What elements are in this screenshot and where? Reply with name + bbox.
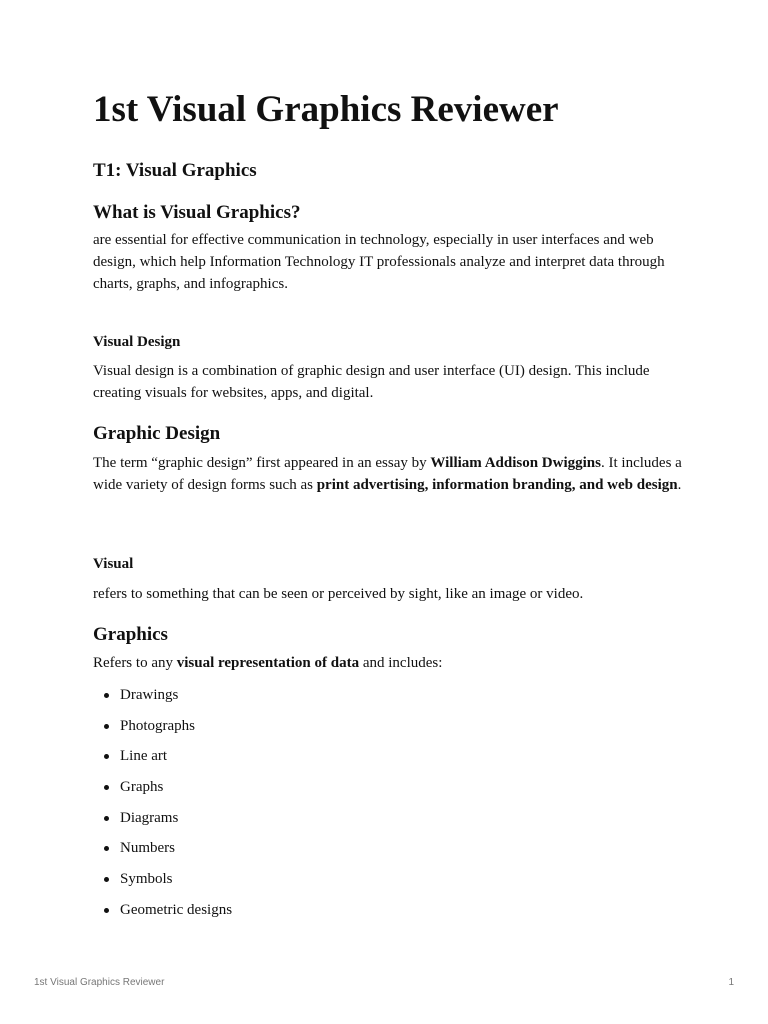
list-item: Numbers (93, 835, 232, 866)
graphics-heading: Graphics (93, 624, 168, 645)
bullet-icon (104, 908, 109, 913)
bullet-icon (104, 693, 109, 698)
bullet-icon (104, 846, 109, 851)
visual-design-paragraph: Visual design is a combination of graphic design and user interface (UI) design. This include creating visuals for websites, apps, and digital. (93, 363, 650, 401)
graphic-design-forms: print advertising, information branding, and web design (316, 477, 678, 493)
list-item: Photographs (93, 713, 232, 744)
visual-paragraph: refers to something that can be seen or perceived by sight, like an image or video. (93, 586, 584, 602)
bullet-icon (104, 724, 109, 729)
list-item: Symbols (93, 866, 232, 897)
what-is-heading: What is Visual Graphics? (93, 202, 301, 223)
graphics-text-1: Refers to any (93, 655, 177, 671)
list-item: Diagrams (93, 805, 232, 836)
list-item: Line art (93, 743, 232, 774)
bullet-icon (104, 754, 109, 759)
what-is-paragraph: are essential for effective communication in technology, especially in user interfaces and web design, which help Information Technology IT professionals analyze and interpret data through charts, graphs, and infographics. (93, 232, 665, 292)
graphic-design-heading: Graphic Design (93, 423, 221, 444)
graphics-text-2: and includes: (359, 655, 443, 671)
graphic-design-author: William Addison Dwiggins (430, 455, 601, 471)
bullet-icon (104, 877, 109, 882)
bullet-icon (104, 816, 109, 821)
visual-heading: Visual (93, 556, 134, 572)
topic-heading: T1: Visual Graphics (93, 160, 257, 181)
graphic-design-text-2: . It includes a wide variety of design forms such as (93, 455, 682, 493)
graphics-paragraph (93, 652, 683, 674)
visual-design-heading: Visual Design (93, 334, 181, 350)
graphic-design-paragraph (93, 452, 683, 496)
bullet-icon (104, 785, 109, 790)
list-item: Geometric designs (93, 897, 232, 928)
list-item: Drawings (93, 682, 232, 713)
graphic-design-text-1: The term “graphic design” first appeared in an essay by (93, 455, 431, 471)
graphics-list (93, 682, 232, 928)
graphics-bold: visual representation of data (176, 655, 360, 671)
page-title: 1st Visual Graphics Reviewer (93, 89, 559, 130)
page-number: 1 (728, 977, 734, 988)
list-item: Graphs (93, 774, 232, 805)
graphic-design-text-3: . (677, 477, 682, 493)
footer-title: 1st Visual Graphics Reviewer (34, 977, 165, 988)
